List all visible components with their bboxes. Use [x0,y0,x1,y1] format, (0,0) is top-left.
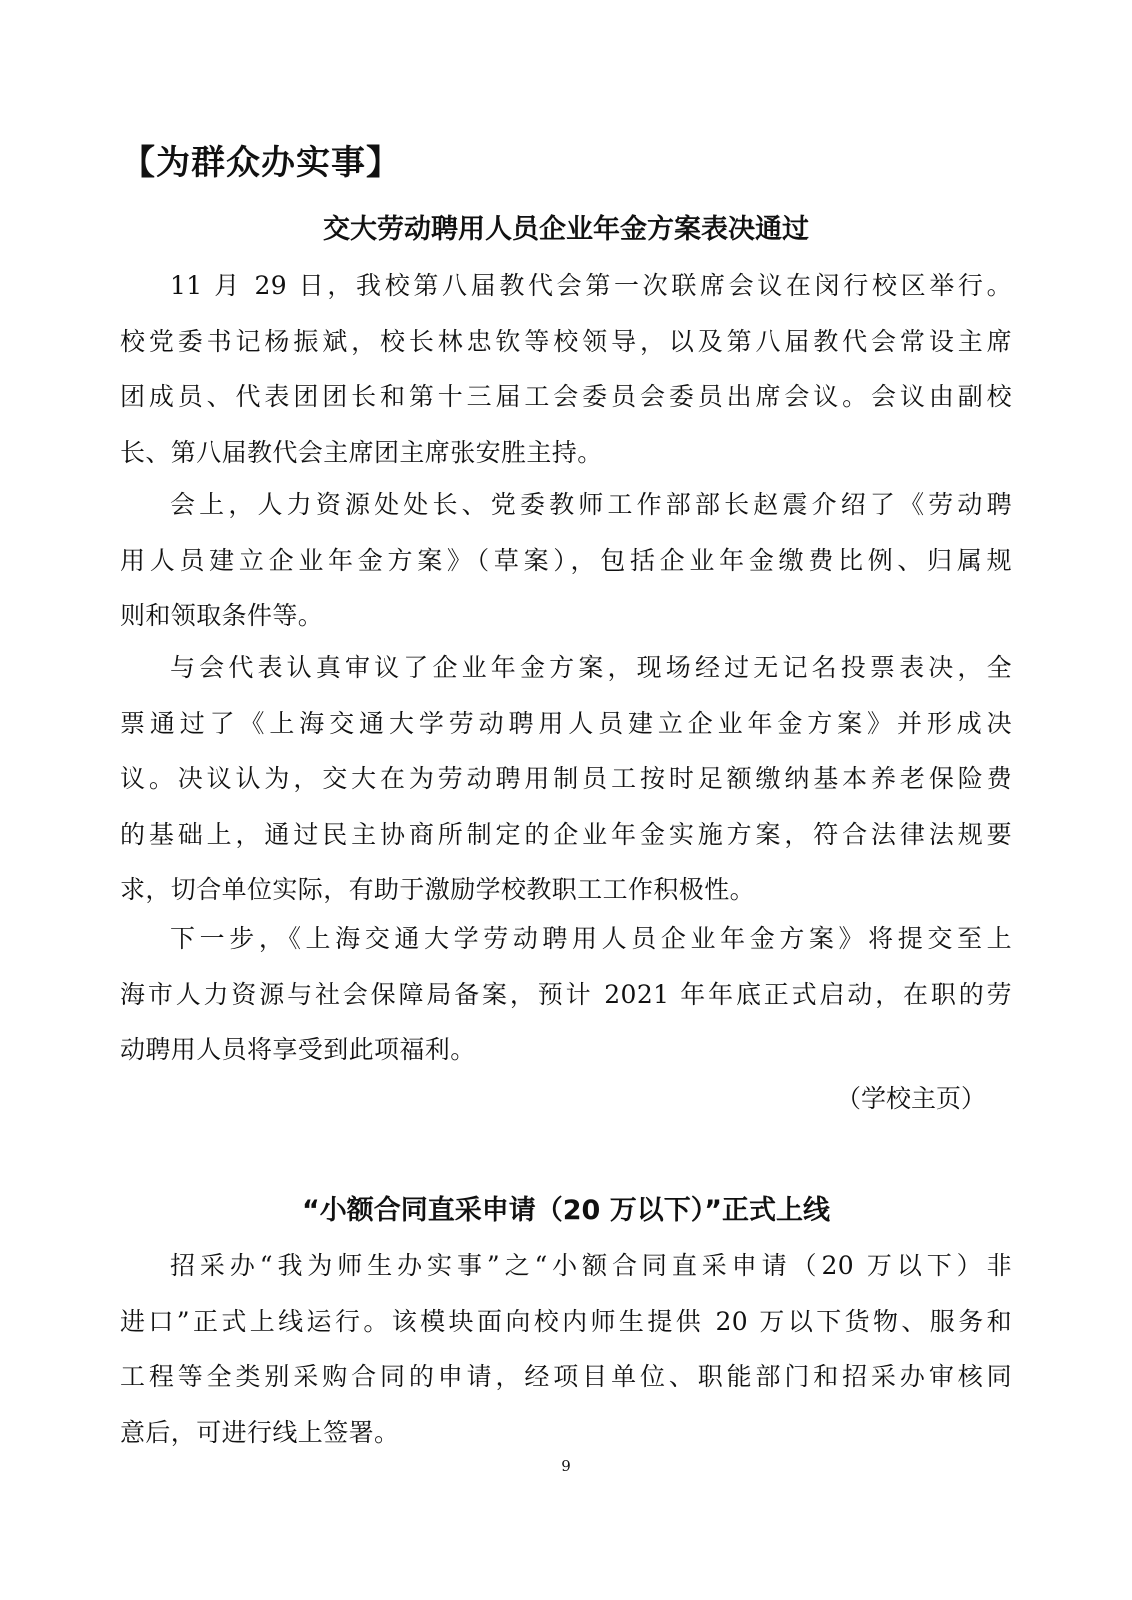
text-line: 求，切合单位实际，有助于激励学校教职工工作积极性。 [120,875,756,904]
paragraph [120,477,1012,644]
paragraph [120,640,1012,918]
section-label: 【为群众办实事】 [121,143,401,183]
article-source: （学校主页） [835,1084,986,1113]
text-line: 的基础上，通过民主协商所制定的企业年金实施方案，符合法律法规要 [120,819,1012,849]
text-line: 票通过了《上海交通大学劳动聘用人员建立企业年金方案》并形成决 [120,708,1012,738]
text-line: 议。决议认为，交大在为劳动聘用制员工按时足额缴纳基本养老保险费 [120,764,1012,793]
text-line: 招采办“我为师生办实事”之“小额合同直采申请（20 万以下）非 [170,1251,1012,1280]
text-line: 工程等全类别采购合同的申请，经项目单位、职能部门和招采办审核同 [120,1362,1012,1391]
text-line: 进口”正式上线运行。该模块面向校内师生提供 20 万以下货物、服务和 [120,1306,1012,1336]
text-line: 下一步，《上海交通大学劳动聘用人员企业年金方案》将提交至上 [170,924,1012,953]
article-title: 交大劳动聘用人员企业年金方案表决通过 [323,214,809,245]
text-line: 动聘用人员将享受到此项福利。 [120,1035,476,1064]
text-line: 海市人力资源与社会保障局备案，预计 2021 年年底正式启动，在职的劳 [120,979,1012,1009]
text-line: 与会代表认真审议了企业年金方案，现场经过无记名投票表决，全 [170,653,1012,682]
article-title: “小额合同直采申请（20 万以下）”正式上线 [302,1195,830,1226]
text-line: 长、第八届教代会主席团主席张安胜主持。 [120,437,603,467]
paragraph [120,258,1012,480]
text-line: 用人员建立企业年金方案》（草案），包括企业年金缴费比例、归属规 [120,545,1012,575]
text-line: 意后，可进行线上签署。 [120,1417,400,1447]
text-line: 会上，人力资源处处长、党委教师工作部部长赵震介绍了《劳动聘 [170,490,1012,519]
paragraph [120,1238,1012,1460]
page-number: 9 [561,1457,571,1475]
paragraph [120,911,1012,1078]
text-line: 团成员、代表团团长和第十三届工会委员会委员出席会议。会议由副校 [120,382,1012,411]
text-line: 校党委书记杨振斌，校长林忠钦等校领导，以及第八届教代会常设主席 [120,326,1012,356]
text-line: 则和领取条件等。 [120,601,324,630]
text-line: 11 月 29 日，我校第八届教代会第一次联席会议在闵行校区举行。 [170,271,1012,300]
